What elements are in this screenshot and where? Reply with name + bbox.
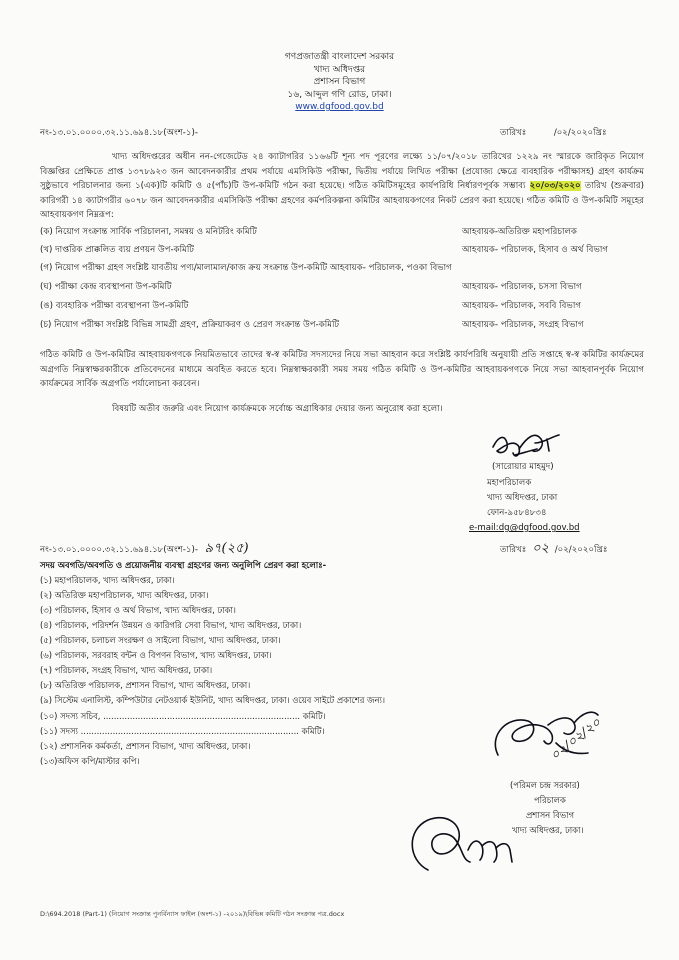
committee-name: (ঙ) ব্যবহারিক পরীক্ষা ব্যবস্থাপনা উপ-কমিটি: [40, 301, 189, 311]
signatory1-office: খাদ্য অধিদপ্তর, ঢাকা: [487, 493, 558, 503]
distribution-item: (২) অতিরিক্ত মহাপরিচালক, খাদ্য অধিদপ্তর, ঢাকা।: [40, 590, 209, 600]
committee-name: (ক) নিয়োগ সংক্রান্ত সার্বিক পরিচালনা, সমন্বয় ও মনিটরিং কমিটি: [40, 227, 257, 237]
memo2-number-line: [40, 541, 249, 557]
date-label: তারিখঃ: [500, 128, 527, 138]
distribution-item: (৫) পরিচালক, চলাচল সংরক্ষণ ও সাইলো বিভাগ, খাদ্য অধিদপ্তর, ঢাকা।: [40, 635, 281, 645]
committee-row: [40, 301, 650, 315]
committee-row: [40, 320, 650, 334]
date-rest: /০২/২০২০খ্রিঃ: [554, 545, 608, 555]
director-signature: [478, 695, 618, 785]
signatory1-phone: ফোন-৯৫৮৪৮৩৪: [487, 508, 547, 518]
para1-part-b: তারিখ (শুক্রবার) কারিগরী ১৪ ক্যাটাগরীর ৬০৭৮ জন আবেদনকারীর এমসিকিউ পরীক্ষা গ্রহণের কর্মপরিকল্পনা কমিটির আহবায়কগণের নিকট প্রেরণ করা হয়েছে। গঠিত কমিটি ও উপ-কমিটি সমূহের আহবায়কগণ নিম্নরূপ:: [40, 181, 644, 220]
handwritten-memo-number: ৯৭(২৫): [204, 541, 249, 556]
committee-row: [40, 282, 650, 296]
handwritten-day: ০২: [532, 541, 549, 556]
body-paragraph-2: গঠিত কমিটি ও উপ-কমিটির আহবায়কগণকে নিয়মিতভাবে তাদের স্ব-স্ব কমিটির সদস্যদের নিয়ে সভা আহবান করে সংশ্লিষ্ট কার্যপরিধি অনুযায়ী প্রতি সপ্তাহে স্ব-স্ব কমিটির কার্যক্রমের অগ্রগতি নিম্নস্বাক্ষরকারীকে প্রতিবেদনের মাধ্যমে অবহিত করতে হবে। নিম্নস্বাক্ষরকারী সময় সময় গঠিত কমিটি ও উপ-কমিটির আহবায়কগণকে নিয়ে সভা আহবানপূর্বক নিয়োগ কার্যক্রমের সার্বিক অগ্রগতি পর্যালোচনা করবেন।: [40, 350, 644, 389]
memo2-number: নং-১৩.০১.০০০০.৩২.১১.৬৯৪.১৮(অংশ-১)-: [40, 545, 198, 555]
distribution-item: (৮) অতিরিক্ত পরিচালক, প্রশাসন বিভাগ, খাদ্য অধিদপ্তর, ঢাকা।: [40, 680, 251, 690]
signatory1-email[interactable]: e-mail:dg@dgfood.gov.bd: [469, 523, 580, 533]
file-path-footer: D:\694.2018 (Part-1) (নিয়োগ সংক্রান্ত পুনর্বিন্যাস ফাইল (অংশ-১) -২০১৯)\বিভিন্ন কমিটি গঠন সংক্রান্ত পত্র.docx: [40, 910, 345, 918]
committee-convener: আহবায়ক- পরিচালক, সংগ্রহ বিভাগ: [462, 320, 584, 330]
distribution-item: (৬) পরিচালক, সরবরাহ বন্টন ও বিপণন বিভাগ, খাদ্য অধিদপ্তর, ঢাকা।: [40, 650, 272, 660]
memo2-date: [500, 541, 607, 557]
distribution-item: (১৩)অফিস কপি/মাস্টার কপি।: [40, 756, 140, 766]
division-name: প্রশাসন বিভাগ: [313, 77, 366, 87]
distribution-intro: সদয় অবগতি/অবগতি ও প্রয়োজনীয় ব্যবস্থা গ্রহণের জন্য অনুলিপি প্রেরণ করা হলোঃ-: [40, 560, 327, 570]
signatory2-office: খাদ্য অধিদপ্তর, ঢাকা।: [512, 825, 584, 835]
distribution-item: (৪) পরিচালক, পরিদর্শন উন্নয়ন ও কারিগরি সেবা বিভাগ, খাদ্য অধিদপ্তর, ঢাকা।: [40, 620, 302, 630]
date-value: /০২/২০২০খ্রিঃ: [553, 128, 607, 138]
memo-number: নং-১৩.০১.০০০০.৩২.১১.৬৯৪.১৮(অংশ-১)-: [40, 128, 198, 138]
committee-name: (ঘ) পরীক্ষা কেন্দ্র ব্যবস্থাপনা উপ-কমিটি: [40, 282, 172, 292]
initial-signature: [398, 800, 528, 890]
signatory2-dept: প্রশাসন বিভাগ: [526, 810, 575, 820]
committee-convener: আহবায়ক- পরিচালক, সববি বিভাগ: [462, 301, 581, 311]
date-label: তারিখঃ: [500, 545, 527, 555]
memo-date: [500, 128, 607, 139]
distribution-item: (১) মহাপরিচালক, খাদ্য অধিদপ্তর, ঢাকা।: [40, 575, 175, 585]
distribution-item: (৯) সিস্টেম এনালিস্ট, কম্পিউটার নেটওয়ার্ক ইউনিট, খাদ্য অধিদপ্তর, ঢাকা। ওয়েব সাইটে প্রকাশের জন্য।: [40, 695, 385, 705]
office-address: ১৬, আব্দুল গণি রোড, ঢাকা।: [287, 89, 392, 100]
distribution-item: (১২) প্রশাসনিক কর্মকর্তা, প্রশাসন বিভাগ, খাদ্য অধিদপ্তর, ঢাকা।: [40, 741, 251, 751]
government-name: গণপ্রজাতন্ত্রী বাংলাদেশ সরকার: [284, 52, 395, 62]
signatory2-title: পরিচালক: [534, 795, 566, 805]
committee-row: [40, 245, 650, 259]
highlighted-date: ২০/০৩/২০২০: [529, 181, 581, 191]
distribution-item: (১১) সদস্য .................................................................................. কমিটি।: [40, 726, 325, 736]
website-link[interactable]: www.dgfood.gov.bd: [295, 102, 384, 112]
director-general-signature: [485, 425, 575, 465]
committee-convener: আহবায়ক-অতিরিক্ত মহাপরিচালক: [462, 227, 577, 237]
signatory2-name: (পরিমল চন্দ্র সরকার): [510, 780, 580, 790]
signatory1-title: মহাপরিচালক: [487, 478, 532, 488]
committee-name: (চ) নিয়োগ পরীক্ষা সংশ্লিষ্ট বিভিন্ন সামগ্রী গ্রহণ, প্রক্রিয়াকরণ ও প্রেরণ সংক্রান্ত উপ-কমিটি: [40, 320, 340, 330]
signatory1-name: (সারোয়ার মাহমুদ): [492, 462, 554, 472]
para1-part-a: খাদ্য অধিদপ্তরের অধীন নন-গেজেটেড ২৪ ক্যাটাগরির ১১৬৬টি শূন্য পদ পূরণের লক্ষ্যে ১১/০৭/২০১৮ তারিখের ১২২৯ নং স্মারকে জারিকৃত নিয়োগ বিজ্ঞপ্তির প্রেক্ষিতে প্রাপ্ত ১৩৭৮৯২৩ জন আবেদনকারীর প্রথম পর্যায়ে এমসিকিউ পরীক্ষা, দ্বিতীয় পর্যায়ে লিখিত পরীক্ষা (প্রযোজ্য ক্ষেত্রে ব্যবহারিক পরীক্ষাসহ) গ্রহণ কার্যক্রম সুষ্ঠুভাবে পরিচালনার জন্য ১(এক)টি কমিটি ও ৫(পাঁচ)টি উপ-কমিটি গঠন করা হয়েছে। গঠিত কমিটিসমূহের কার্যপরিধি নির্ধারণপূর্বক সম্ভাব্য: [40, 152, 644, 191]
handwritten-sign-date: ০২/০২/২০: [548, 715, 605, 764]
committee-name: (খ) দাপ্তরিক প্রাক্কলিত ব্যয় প্রণয়ন উপ-কমিটি: [40, 245, 194, 255]
distribution-item: (৩) পরিচালক, হিসাব ও অর্থ বিভাগ, খাদ্য অধিদপ্তর, ঢাকা।: [40, 605, 236, 615]
distribution-item: (১০) সদস্য সচিব, .......................................................................... কমিটি।: [40, 711, 326, 721]
committee-convener: আহবায়ক- পরিচালক, হিসাব ও অর্থ বিভাগ: [462, 245, 608, 255]
body-paragraph-1: [40, 150, 644, 223]
committee-row: [40, 263, 650, 277]
letterhead: [0, 52, 679, 115]
committee-name: (গ) নিয়োগ পরীক্ষা গ্রহণ সংশ্লিষ্ট যাবতীয় পণ্য/মালামাল/কাজ ক্রয় সংক্রান্ত উপ-কমিটি আহবায়ক- পরিচালক, পওকা বিভাগ: [40, 263, 452, 273]
distribution-item: (৭) পরিচালক, সংগ্রহ বিভাগ, খাদ্য অধিদপ্তর, ঢাকা।: [40, 665, 213, 675]
directorate-name: খাদ্য অধিদপ্তর: [313, 64, 366, 75]
committee-row: [40, 227, 650, 241]
committee-convener: আহবায়ক- পরিচালক, চসসা বিভাগ: [462, 282, 582, 292]
body-paragraph-3: বিষয়টি অতীব জরুরি এবং নিয়োগ কার্যক্রমকে সর্বোচ্চ অগ্রাধিকার দেয়ার জন্য অনুরোধ করা হলো।: [112, 404, 443, 414]
